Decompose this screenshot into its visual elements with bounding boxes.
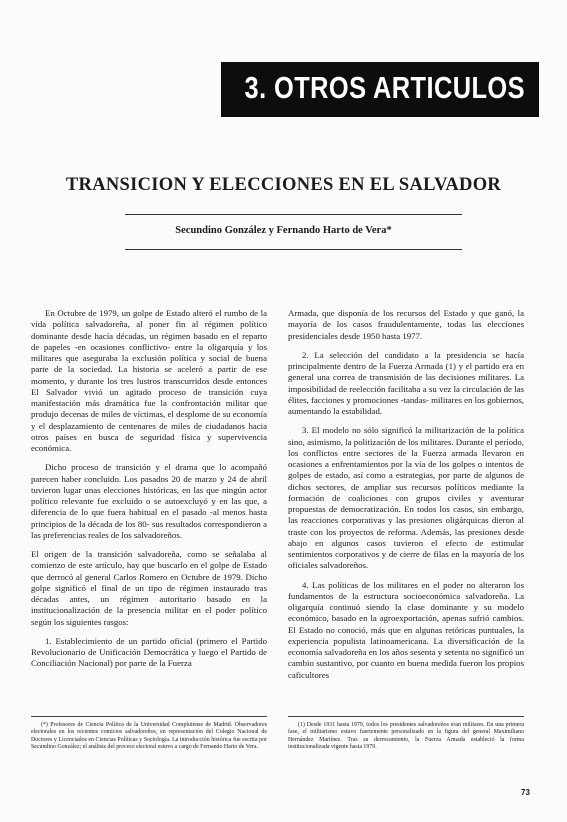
left-column xyxy=(31,308,267,678)
section-title: 3. OTROS ARTICULOS xyxy=(244,70,525,105)
paragraph: Armada, que disponía de los recursos del Estado y que ganó, la mayoría de los casos fraudulentamente, todas las elecciones presidenciales desde 1950 hasta 1977. xyxy=(288,308,524,341)
article-title: TRANSICION Y ELECCIONES EN EL SALVADOR xyxy=(65,175,502,195)
title-rule-bottom xyxy=(125,249,462,250)
paragraph: En Octubre de 1979, un golpe de Estado alteró el rumbo de la vida política salvadoreña, al poner fin al régimen político dominante desde hacía décadas, un régimen basado en el reparto de papeles -en ocasiones conflictivo- entre la oligarquía y los militares que aseguraba la exclusión política y social de buena parte de la sociedad. La historia se aceleró a partir de ese momento, y durante los tres lustros transcurridos desde entonces El Salvador vivió un agitado proceso de transición cuya manifestación más dramática fue la confrontación militar que produjo decenas de miles de víctimas, el desplome de su economía y el desplazamiento de centenares de miles de ciudadanos hacia otros países en busca de seguridad física y supervivencia económica. xyxy=(31,308,267,453)
paragraph: 1. Establecimiento de un partido oficial (primero el Partido Revolucionario de Unificación Democrática y luego el Partido de Conciliación Nacional) por parte de la Fuerza xyxy=(31,635,267,669)
footnote-rule-left xyxy=(31,716,267,717)
paragraph: 2. La selección del candidato a la presidencia se hacía principalmente dentro de la Fuerza Armada (1) y el partido era en general una correa de transmisión de las decisiones militares. La imposibilidad de reelección facilitaba a su vez la circulación de las élites, facciones y promociones -tandas- militares en los gobiernos, aumentando la estabilidad. xyxy=(288,349,524,416)
page-number: 73 xyxy=(521,788,530,797)
footnote-text: (*) Profesores de Ciencia Política de la Universidad Complutense de Madrid. Observadores electorales en los recientes comicios salvadoreños, en representación del Colegio Nacional de Doctores y Licenciados en Ciencias Políticas y Sociología. La introducción histórica fue escrita por Secundino González; el análisis del proceso electoral estuvo a cargo de Fernando Harto de Vera. xyxy=(31,722,267,751)
paragraph: Dicho proceso de transición y el drama que lo acompañó parecen haber concluido. Los pasados 20 de marzo y 24 de abril tuvieron lugar unas elecciones históricas, en las que ningún actor político relevante fue excluido o se autoexcluyó y en las que, a diferencia de lo que fuera habitual en el pasado -al menos hasta principios de la década de los 80- sus resultados correspondieron a las preferencias reales de los salvadoreños. xyxy=(31,462,267,540)
footnote-text: (1) Desde 1931 hasta 1979, todos los presidentes salvadoreños eran militares. En una primera fase, el militarismo estuvo fuertemente personalizado en la figura del general Maximiliano Hernández Martínez. Tras su derrocamiento, la Fuerza Armada estableció la forma institucionalizada vigente hasta 1979. xyxy=(288,722,524,751)
footnote-left xyxy=(31,722,267,752)
paragraph: 3. El modelo no sólo significó la militarización de la política sino, asimismo, la politización de los militares. Durante el período, los conflictos entre sectores de la Fuerza armada llevaron en ocasiones a enfrentamientos por la vía de los golpes o intentos de golpes de estado, así como a estrategias, por parte de algunos de dichos sectores, de ampliar sus recursos políticos mediante la formación de coaliciones con grupos civiles y aventurar propuestas de democratización. En todos los casos, sin embargo, las reacciones corporativas y las presiones oligárquicas dieron al traste con los proyectos de reforma. Además, las presiones desde abajo en algunos casos tuvieron el efecto de estimular sentimientos corporativos y de cierre de filas en la mayoría de los oficiales salvadoreños. xyxy=(288,425,524,571)
section-header-band xyxy=(221,62,539,117)
title-rule-top xyxy=(125,214,462,215)
footnote-rule-right xyxy=(288,716,524,717)
article-authors: Secundino González y Fernando Harto de Vera* xyxy=(175,225,392,236)
footnote-right xyxy=(288,722,524,752)
paragraph: 4. Las políticas de los militares en el poder no alteraron los fundamentos de la estructura socioeconómica salvadoreña. La oligarquía continuó siendo la clase dominante y su modelo económico, basado en la agroexportación, apenas sufrió cambios. El Estado no conoció, más que en algunas retóricas puntuales, la experiencia populista latinoamericana. La diversificación de la economía salvadoreña en los años sesenta y setenta no significó un cambio sustantivo, por cuanto en buena medida fueron los propios caficultores xyxy=(288,579,524,680)
right-column xyxy=(288,308,524,689)
paragraph: El origen de la transición salvadoreña, como se señalaba al comienzo de este artículo, hay que buscarlo en el golpe de Estado que derrocó al general Carlos Romero en Octubre de 1979. Dicho golpe significó el final de un tipo de régimen instaurado tras décadas antes, un régimen autoritario basado en la institucionalización de la presencia militar en el poder político según los siguientes rasgos: xyxy=(31,549,267,627)
